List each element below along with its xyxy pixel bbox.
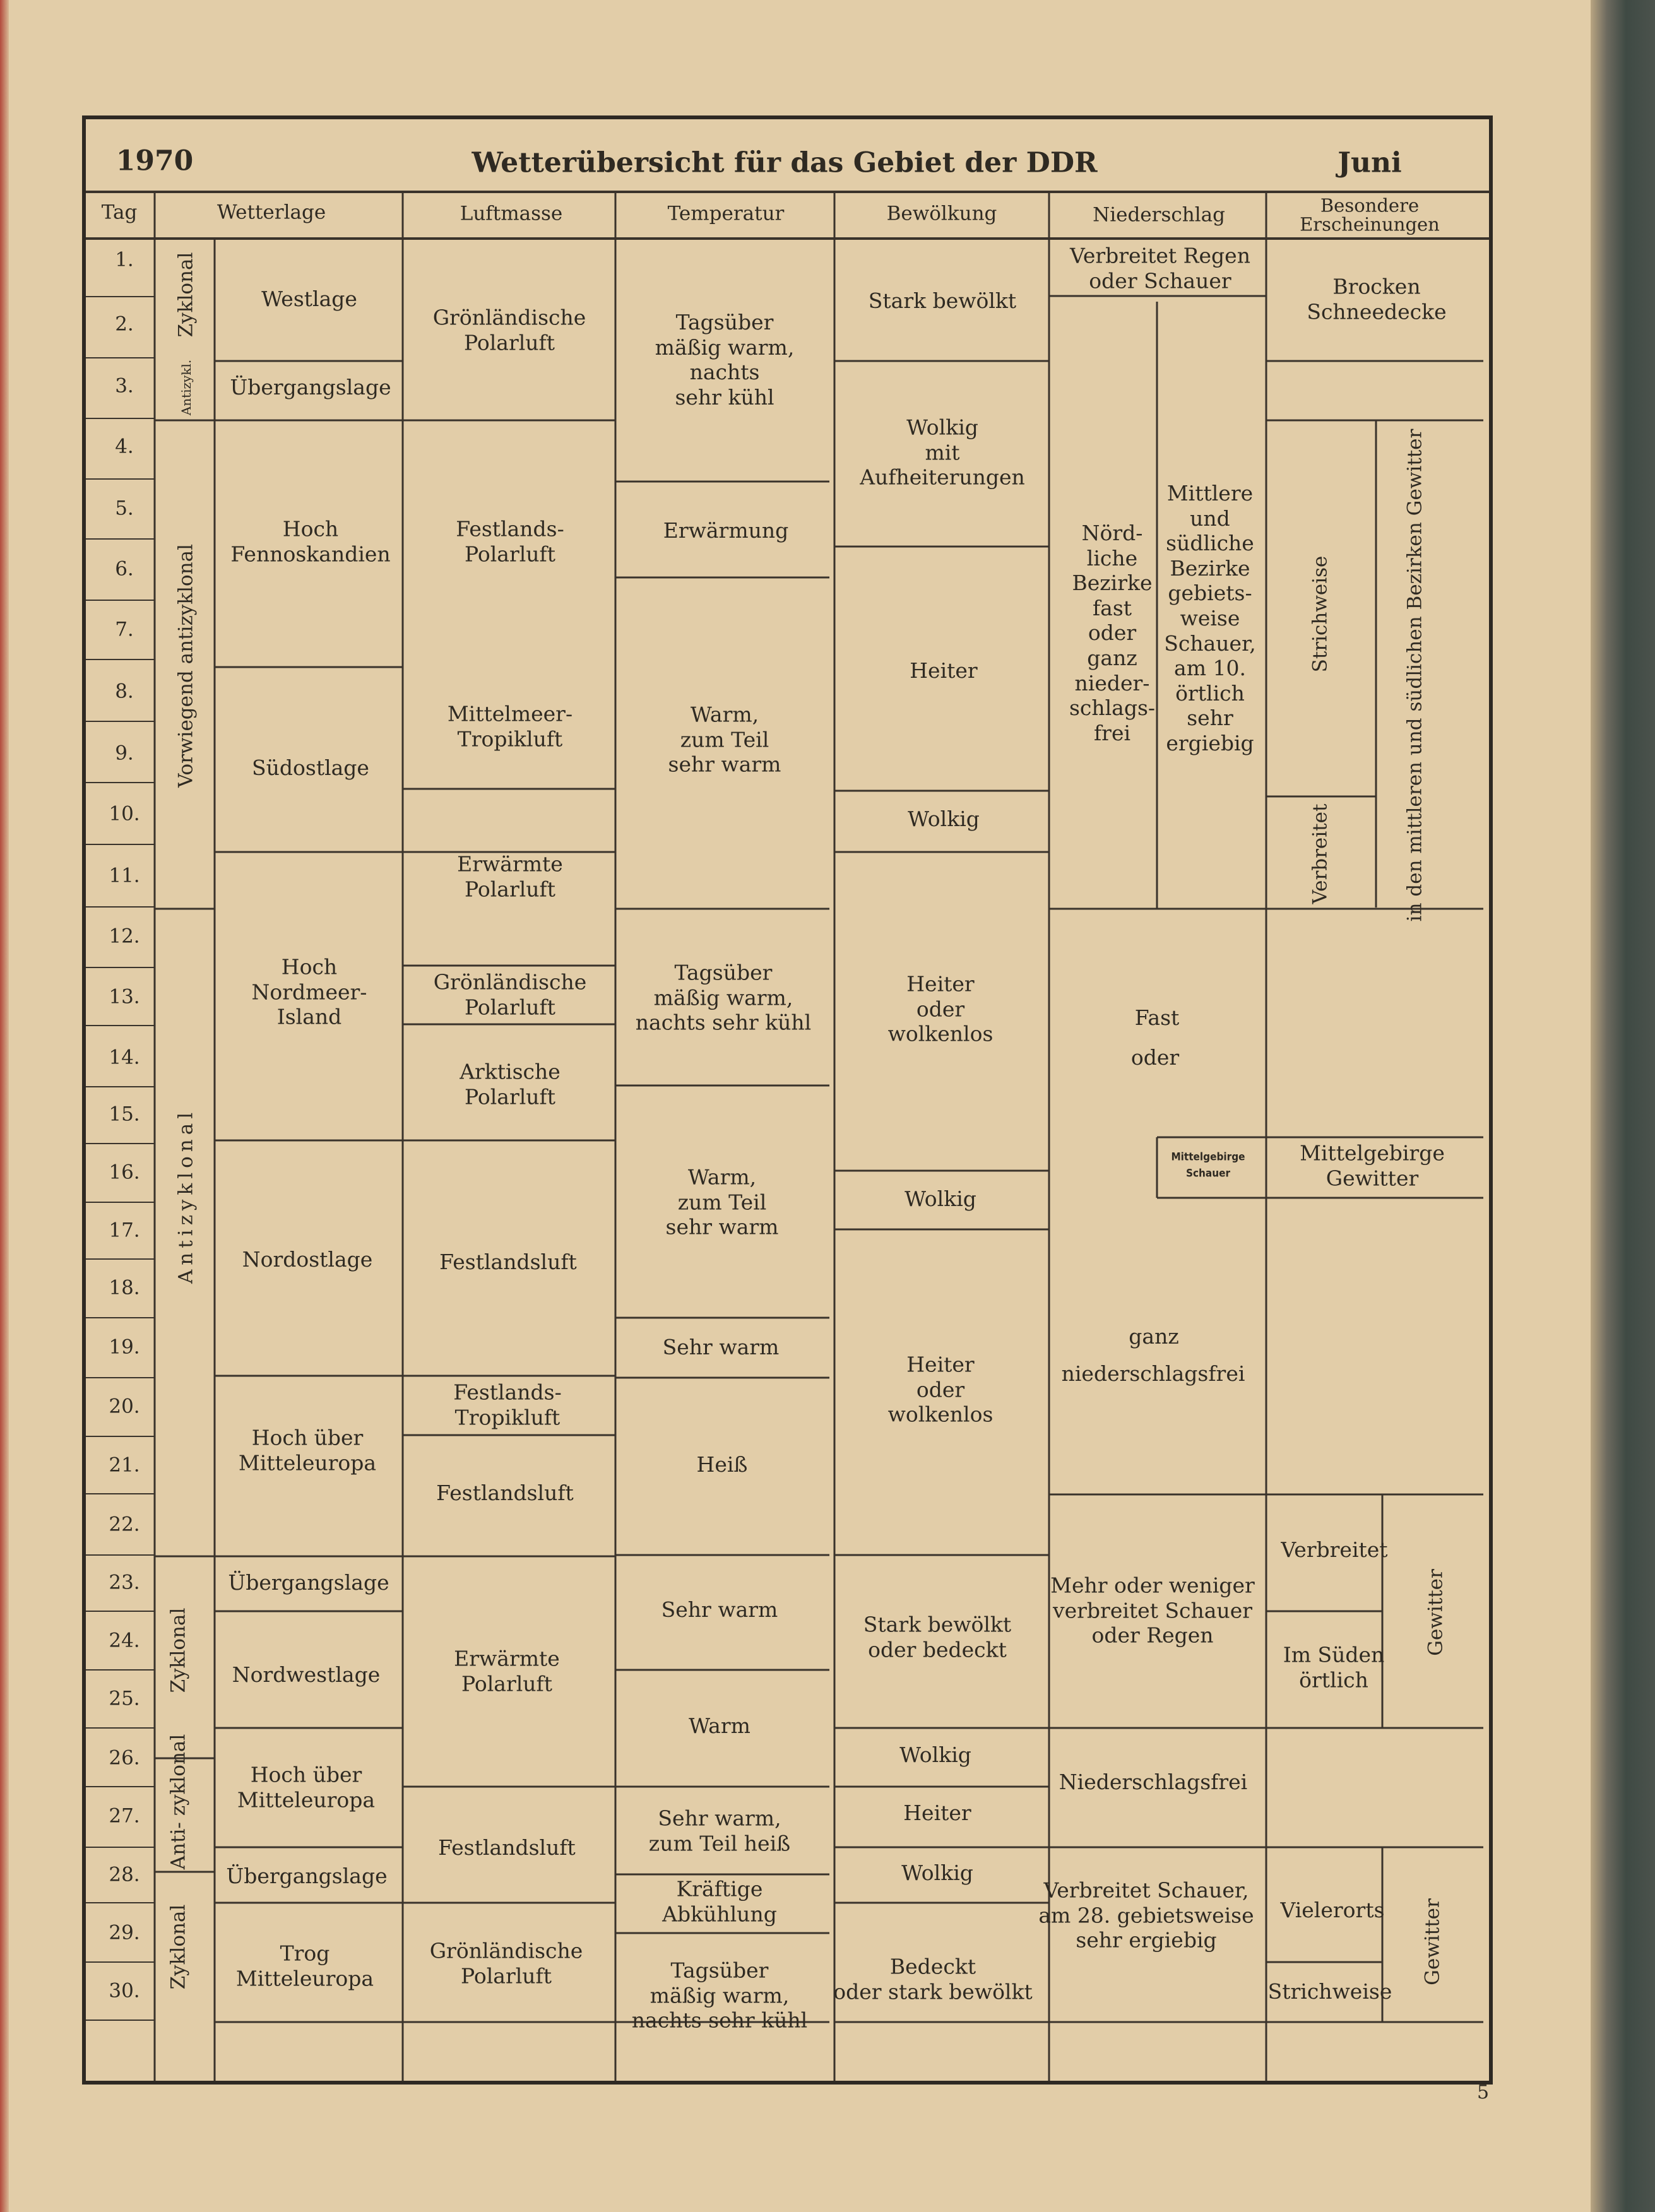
- wetterlage-cell: Hoch Nordmeer- Island: [251, 954, 367, 1029]
- page-title: Wetterübersicht für das Gebiet der DDR: [472, 146, 1098, 179]
- temperatur-cell: Warm: [689, 1713, 750, 1739]
- bewoelkung-cell: Wolkig: [908, 807, 980, 832]
- luftmasse-cell: Erwärmte Polarluft: [454, 1646, 560, 1696]
- bewoelkung-cell: Heiter oder wolkenlos: [887, 1352, 994, 1427]
- besondere-cell: Strichweise: [1267, 1979, 1392, 2004]
- niederschlag-cell: Mittlere und südliche Bezirke gebiets- weise Schauer, am 10. örtlich sehr ergiebig: [1164, 481, 1256, 756]
- day-number: 28.: [109, 1863, 140, 1886]
- luftmasse-cell: Festlands- Tropikluft: [453, 1380, 562, 1429]
- bewoelkung-cell: Wolkig mit Aufheiterungen: [860, 415, 1025, 490]
- besondere-cell: Mittelgebirge Gewitter: [1300, 1140, 1445, 1190]
- col-header-tag: Tag: [101, 201, 138, 224]
- temperatur-cell: Warm, zum Teil sehr warm: [668, 702, 781, 777]
- luftmasse-cell: Festlands- Polarluft: [456, 516, 564, 566]
- bewoelkung-cell: Stark bewölkt: [868, 288, 1017, 314]
- niederschlag-cell: Nörd- liche Bezirke fast oder ganz nieder- schlags- frei: [1069, 520, 1156, 745]
- group-label: Vorwiegend antizyklonal: [174, 543, 198, 788]
- day-number: 25.: [109, 1687, 140, 1710]
- luftmasse-cell: Arktische Polarluft: [460, 1059, 561, 1109]
- day-number: 8.: [115, 680, 134, 703]
- col-header-temperatur: Temperatur: [667, 202, 785, 225]
- wetterlage-cell: Nordwestlage: [232, 1662, 381, 1688]
- niederschlag-cell: oder: [1130, 1045, 1180, 1070]
- temperatur-cell: Warm, zum Teil sehr warm: [665, 1164, 779, 1239]
- day-number: 5.: [115, 497, 134, 520]
- day-number: 18.: [109, 1276, 140, 1299]
- day-number: 10.: [109, 802, 140, 825]
- bewoelkung-cell: Heiter: [903, 1801, 971, 1826]
- day-number: 20.: [109, 1395, 140, 1418]
- temperatur-cell: Tagsüber mäßig warm, nachts sehr kühl: [631, 1958, 808, 2033]
- besondere-cell: Strichweise: [1308, 555, 1332, 673]
- col-header-besondere: Besondere Erscheinungen: [1300, 194, 1440, 235]
- wetterlage-cell: Südostlage: [252, 755, 369, 781]
- temperatur-cell: Tagsüber mäßig warm, nachts sehr kühl: [635, 960, 812, 1035]
- temperatur-cell: Sehr warm, zum Teil heiß: [648, 1806, 791, 1855]
- niederschlag-cell: niederschlagsfrei: [1061, 1361, 1245, 1387]
- niederschlag-cell: Niederschlagsfrei: [1059, 1770, 1248, 1795]
- besondere-cell: Vielerorts: [1280, 1898, 1385, 1923]
- group-label: Antizyklonal: [174, 1108, 198, 1284]
- luftmasse-cell: Grönländische Polarluft: [429, 1938, 583, 1988]
- day-number: 24.: [109, 1629, 140, 1652]
- temperatur-cell: Erwärmung: [663, 518, 789, 543]
- day-number: 17.: [109, 1219, 140, 1242]
- day-number: 30.: [109, 1979, 140, 2002]
- besondere-cell: Gewitter: [1421, 1898, 1444, 1985]
- besondere-cell: in den mittleren und südlichen Bezirken Gewitter: [1403, 429, 1427, 922]
- temperatur-cell: Tagsüber mäßig warm, nachts sehr kühl: [655, 309, 795, 410]
- day-number: 1.: [115, 248, 134, 271]
- luftmasse-cell: Grönländische Polarluft: [433, 969, 587, 1019]
- day-number: 7.: [115, 618, 134, 641]
- day-number: 16.: [109, 1161, 140, 1184]
- wetterlage-cell: Übergangslage: [230, 375, 391, 400]
- wetterlage-cell: Übergangslage: [226, 1864, 388, 1889]
- group-label: Anti- zyklonal: [167, 1734, 190, 1870]
- niederschlag-cell: Verbreitet Schauer, am 28. gebietsweise sehr ergiebig: [1038, 1878, 1254, 1953]
- day-number: 12.: [109, 925, 140, 948]
- day-number: 2.: [115, 312, 134, 336]
- niederschlag-cell: Mittelgebirge Schauer: [1171, 1150, 1245, 1180]
- book-binding: [1591, 0, 1655, 2212]
- niederschlag-cell: ganz: [1129, 1324, 1179, 1349]
- wetterlage-cell: Übergangslage: [228, 1570, 389, 1595]
- luftmasse-cell: Mittelmeer- Tropikluft: [447, 701, 573, 751]
- day-number: 3.: [115, 374, 134, 398]
- besondere-cell: Gewitter: [1424, 1569, 1447, 1656]
- day-number: 13.: [109, 985, 140, 1008]
- besondere-cell: Im Süden örtlich: [1283, 1642, 1385, 1692]
- col-header-niederschlag: Niederschlag: [1093, 203, 1225, 227]
- besondere-cell: Verbreitet: [1281, 1537, 1388, 1563]
- luftmasse-cell: Festlandsluft: [438, 1835, 576, 1860]
- temperatur-cell: Heiß: [696, 1452, 748, 1477]
- day-number: 23.: [109, 1571, 140, 1594]
- day-number: 4.: [115, 435, 134, 458]
- wetterlage-cell: Hoch über Mitteleuropa: [237, 1762, 376, 1812]
- luftmasse-cell: Erwärmte Polarluft: [457, 851, 563, 901]
- wetterlage-cell: Nordostlage: [242, 1247, 373, 1272]
- day-number: 11.: [109, 864, 140, 887]
- bewoelkung-cell: Heiter: [910, 658, 978, 683]
- day-number: 22.: [109, 1513, 140, 1536]
- niederschlag-cell: Mehr oder weniger verbreitet Schauer oder Regen: [1050, 1573, 1255, 1648]
- col-header-wetterlage: Wetterlage: [217, 201, 326, 224]
- luftmasse-cell: Grönländische Polarluft: [432, 305, 586, 355]
- temperatur-cell: Sehr warm: [662, 1335, 780, 1360]
- bewoelkung-cell: Wolkig: [905, 1186, 976, 1212]
- temperatur-cell: Kräftige Abkühlung: [662, 1876, 777, 1926]
- bewoelkung-cell: Heiter oder wolkenlos: [887, 971, 994, 1046]
- group-label: Zyklonal: [174, 252, 198, 338]
- wetterlage-cell: Trog Mitteleuropa: [235, 1941, 374, 1990]
- day-number: 19.: [109, 1335, 140, 1359]
- day-number: 27.: [109, 1804, 140, 1828]
- day-number: 15.: [109, 1103, 140, 1126]
- day-number: 26.: [109, 1746, 140, 1770]
- group-label: Antizykl.: [179, 359, 194, 416]
- luftmasse-cell: Festlandsluft: [439, 1250, 577, 1275]
- day-number: 14.: [109, 1046, 140, 1069]
- wetterlage-cell: Hoch Fennoskandien: [230, 516, 391, 566]
- wetterlage-cell: Westlage: [261, 287, 357, 312]
- bewoelkung-cell: Wolkig: [899, 1742, 971, 1768]
- besondere-cell: Verbreitet: [1308, 803, 1332, 904]
- bewoelkung-cell: Bedeckt oder stark bewölkt: [833, 1954, 1033, 2004]
- temperatur-cell: Sehr warm: [661, 1597, 778, 1623]
- wetterlage-cell: Hoch über Mitteleuropa: [238, 1425, 377, 1475]
- page-left-edge: [0, 0, 9, 2212]
- month-label: Juni: [1338, 146, 1402, 179]
- day-number: 6.: [115, 557, 134, 581]
- day-number: 9.: [115, 742, 134, 765]
- year-label: 1970: [116, 145, 194, 177]
- page-number: 5: [1477, 2081, 1490, 2103]
- niederschlag-cell: Fast: [1134, 1005, 1180, 1031]
- group-label: Zyklonal: [167, 1607, 190, 1693]
- bewoelkung-cell: Wolkig: [901, 1860, 973, 1886]
- col-header-luftmasse: Luftmasse: [460, 202, 563, 225]
- day-number: 29.: [109, 1921, 140, 1944]
- besondere-cell: Brocken Schneedecke: [1307, 274, 1447, 324]
- group-label: Zyklonal: [167, 1904, 190, 1990]
- day-number: 21.: [109, 1453, 140, 1477]
- bewoelkung-cell: Stark bewölkt oder bedeckt: [863, 1612, 1012, 1662]
- luftmasse-cell: Festlandsluft: [436, 1481, 574, 1506]
- niederschlag-cell: Verbreitet Regen oder Schauer: [1070, 243, 1250, 293]
- col-header-bewoelkung: Bewölkung: [886, 202, 997, 225]
